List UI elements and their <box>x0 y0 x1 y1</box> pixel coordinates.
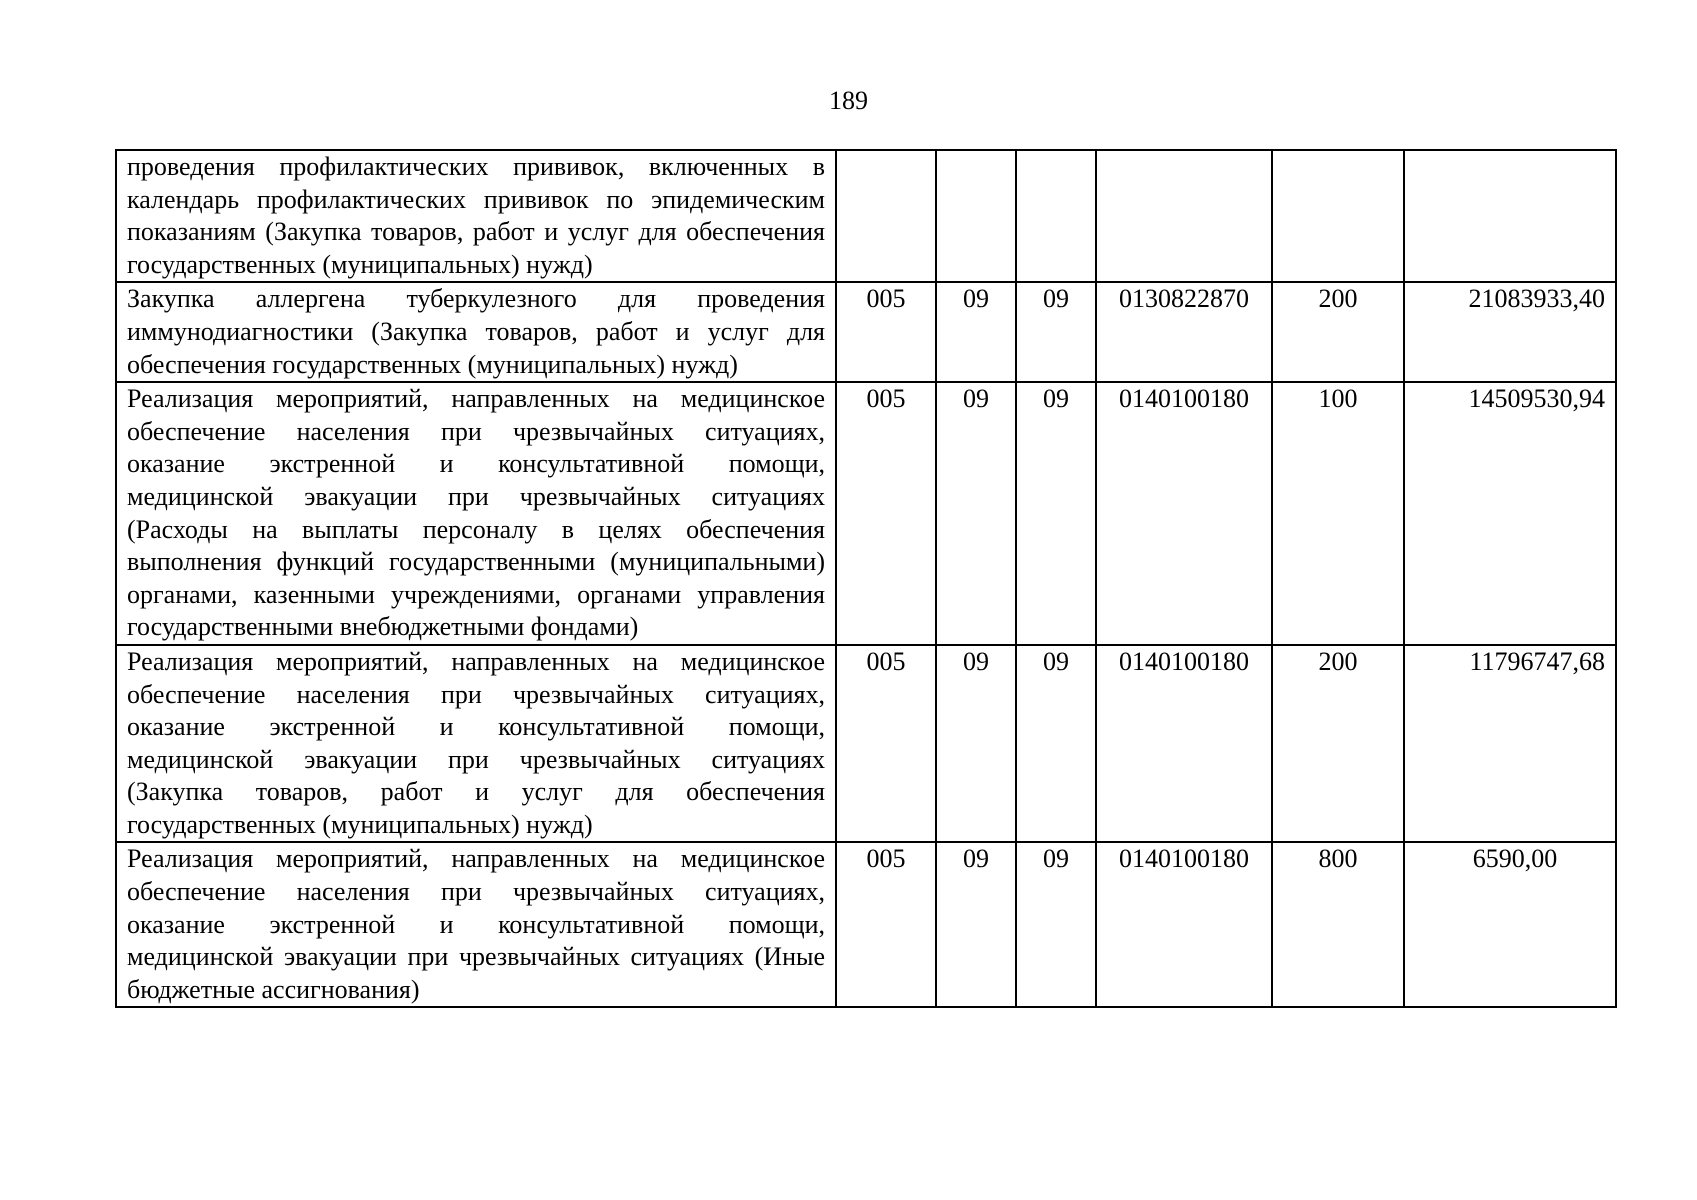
section-code <box>936 150 1016 282</box>
subsection-code: 09 <box>1016 842 1096 1007</box>
target-article-code: 0130822870 <box>1096 282 1272 382</box>
section-code: 09 <box>936 382 1016 645</box>
row-description: Реализация мероприятий, направленных на медицинское обеспечение населения при чрезвычайных ситуациях, оказание экстренной и консультативной помощи, медицинской эвакуации при чрезвычайных ситуациях (Расходы на выплаты персоналу в целях обеспечения выполнения функций государственными (муниципальными) органами, казенными учреждениями, органами управления государственными внебюджетными фондами) <box>116 382 836 645</box>
row-description: Закупка аллергена туберкулезного для проведения иммунодиагностики (Закупка товаров, работ и услуг для обеспечения государственных (муниципальных) нужд) <box>116 282 836 382</box>
expense-type-code: 200 <box>1272 645 1404 843</box>
section-code: 09 <box>936 645 1016 843</box>
page-number: 189 <box>829 86 868 115</box>
table-row <box>116 645 1616 843</box>
section-code: 09 <box>936 842 1016 1007</box>
expense-type-code <box>1272 150 1404 282</box>
table-row <box>116 282 1616 382</box>
subsection-code: 09 <box>1016 382 1096 645</box>
target-article-code <box>1096 150 1272 282</box>
target-article-code: 0140100180 <box>1096 842 1272 1007</box>
expense-type-code: 200 <box>1272 282 1404 382</box>
subsection-code: 09 <box>1016 282 1096 382</box>
table-row <box>116 382 1616 645</box>
row-description: Реализация мероприятий, направленных на медицинское обеспечение населения при чрезвычайных ситуациях, оказание экстренной и консультативной помощи, медицинской эвакуации при чрезвычайных ситуациях (Иные бюджетные ассигнования) <box>116 842 836 1007</box>
ved-code: 005 <box>836 282 936 382</box>
amount: 14509530,94 <box>1404 382 1616 645</box>
row-description: проведения профилактических прививок, включенных в календарь профилактических прививок по эпидемическим показаниям (Закупка товаров, работ и услуг для обеспечения государственных (муниципальных) нужд) <box>116 150 836 282</box>
subsection-code: 09 <box>1016 645 1096 843</box>
table-row <box>116 842 1616 1007</box>
ved-code: 005 <box>836 382 936 645</box>
row-description: Реализация мероприятий, направленных на медицинское обеспечение населения при чрезвычайных ситуациях, оказание экстренной и консультативной помощи, медицинской эвакуации при чрезвычайных ситуациях (Закупка товаров, работ и услуг для обеспечения государственных (муниципальных) нужд) <box>116 645 836 843</box>
ved-code: 005 <box>836 842 936 1007</box>
target-article-code: 0140100180 <box>1096 645 1272 843</box>
table-row <box>116 150 1616 282</box>
budget-table <box>115 149 1617 1008</box>
ved-code <box>836 150 936 282</box>
amount: 21083933,40 <box>1404 282 1616 382</box>
expense-type-code: 100 <box>1272 382 1404 645</box>
expense-type-code: 800 <box>1272 842 1404 1007</box>
ved-code: 005 <box>836 645 936 843</box>
amount <box>1404 150 1616 282</box>
target-article-code: 0140100180 <box>1096 382 1272 645</box>
subsection-code <box>1016 150 1096 282</box>
section-code: 09 <box>936 282 1016 382</box>
amount: 6590,00 <box>1404 842 1616 1007</box>
amount: 11796747,68 <box>1404 645 1616 843</box>
